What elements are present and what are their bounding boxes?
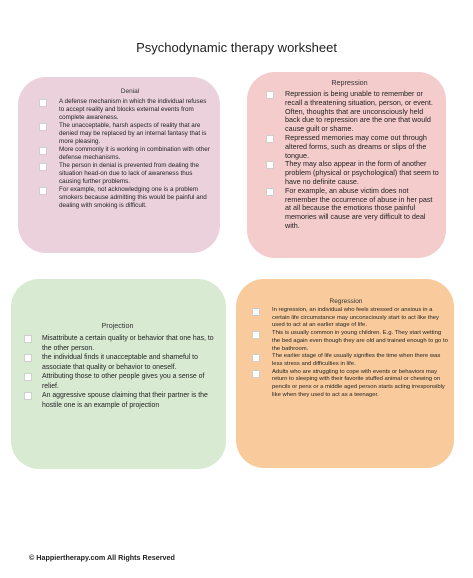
checkbox-icon[interactable] <box>24 373 32 381</box>
repression-list <box>259 90 440 231</box>
list-item-text: They may also appear in the form of another problem (physical or psychological) that seem to have no definite cause. <box>285 159 439 186</box>
checkbox-icon[interactable] <box>24 335 32 343</box>
denial-heading: Denial <box>120 88 140 95</box>
list-item <box>30 122 210 146</box>
list-item-text: A defense mechanism in which the individual refuses to accept reality and blocks external events from complete awareness. <box>59 98 207 121</box>
list-item <box>244 307 448 330</box>
list-item-text: In regression, an individual who feels stressed or anxious in a certain life circumstance may unconsciously start to act like they used to act at an earlier stage of life. <box>272 307 439 329</box>
checkbox-icon[interactable] <box>252 354 260 362</box>
list-item <box>17 334 218 353</box>
list-item <box>30 162 210 186</box>
list-item <box>30 186 210 210</box>
list-item-text: The earlier stage of life usually signifies the time when there was less stress and difficulties in life. <box>272 353 441 367</box>
list-item-text: Attributing those to other people gives you a sense of relief. <box>42 373 205 390</box>
page-title: Psychodynamic therapy worksheet <box>136 40 337 55</box>
projection-card <box>11 279 226 469</box>
checkbox-icon[interactable] <box>39 147 47 155</box>
checkbox-icon[interactable] <box>266 91 274 99</box>
projection-heading: Projection <box>101 321 134 330</box>
denial-list <box>30 98 210 210</box>
list-item-text: Repressed memories may come out through altered forms, such as dreams or slips of the tongue. <box>285 132 427 160</box>
list-item <box>17 372 218 391</box>
checkbox-icon[interactable] <box>39 187 47 195</box>
list-item-text: The unacceptable, harsh aspects of reality that are denied may be replaced by an internal fantasy that is more pleasing. <box>59 122 207 145</box>
checkbox-icon[interactable] <box>39 163 47 171</box>
list-item-text: the individual finds it unacceptable and shameful to associate that quality or behavior to oneself. <box>42 354 198 371</box>
denial-card <box>18 77 220 253</box>
list-item-text: For example, an abuse victim does not remember the occurrence of abuse in her past at all because the emotions those painful memories will cause are very difficult to deal with. <box>285 185 433 230</box>
list-item-text: More commonly it is working in combination with other defense mechanisms. <box>59 146 210 161</box>
list-item <box>17 391 218 410</box>
list-item <box>30 98 210 122</box>
list-item <box>17 353 218 372</box>
checkbox-icon[interactable] <box>266 161 274 169</box>
list-item-text: An aggressive spouse claiming that their partner is the hostile one is an example of projection <box>42 392 208 409</box>
repression-card <box>247 72 446 258</box>
regression-list <box>244 307 448 399</box>
list-item <box>259 90 440 134</box>
checkbox-icon[interactable] <box>266 188 274 196</box>
checkbox-icon[interactable] <box>252 331 260 339</box>
projection-list <box>17 334 218 410</box>
list-item-text: Adults who are struggling to cope with events or behaviors may return to sleeping with their favorite stuffed animal or chewing on pencils or pens or a middle aged person starts acting irresponsibly like when they used to act as a teenager. <box>272 368 445 398</box>
list-item <box>259 160 440 186</box>
list-item-text: For example, not acknowledging one is a problem smokers because admitting this would be painful and dealing with smoking is difficult. <box>59 186 207 209</box>
list-item <box>259 134 440 160</box>
repression-heading: Repression <box>331 78 368 87</box>
regression-card <box>236 279 454 468</box>
list-item-text: The person in denial is prevented from dealing the situation head-on due to lack of awareness thus causing further problems. <box>59 162 200 185</box>
checkbox-icon[interactable] <box>252 308 260 316</box>
list-item <box>244 369 448 400</box>
list-item-text: This is usually common in young children. E.g. They start wetting the bed again even though they are old and trained enough to go to the bathroom. <box>272 330 448 352</box>
list-item-text: Repression is being unable to remember or recall a threatening situation, person, or event. Often, thoughts that are unconsciously held back due to repression are the one that would cause guilt or shame. <box>285 89 433 134</box>
list-item <box>244 330 448 353</box>
list-item <box>244 353 448 368</box>
checkbox-icon[interactable] <box>24 354 32 362</box>
regression-heading: Regression <box>329 298 363 305</box>
copyright-footer: © Happiertherapy.com All Rights Reserved <box>29 553 175 562</box>
list-item-text: Misattribute a certain quality or behavior that one has, to the other person. <box>42 335 214 352</box>
checkbox-icon[interactable] <box>24 392 32 400</box>
checkbox-icon[interactable] <box>39 99 47 107</box>
list-item <box>259 187 440 231</box>
checkbox-icon[interactable] <box>252 370 260 378</box>
list-item <box>30 146 210 162</box>
checkbox-icon[interactable] <box>39 123 47 131</box>
checkbox-icon[interactable] <box>266 135 274 143</box>
